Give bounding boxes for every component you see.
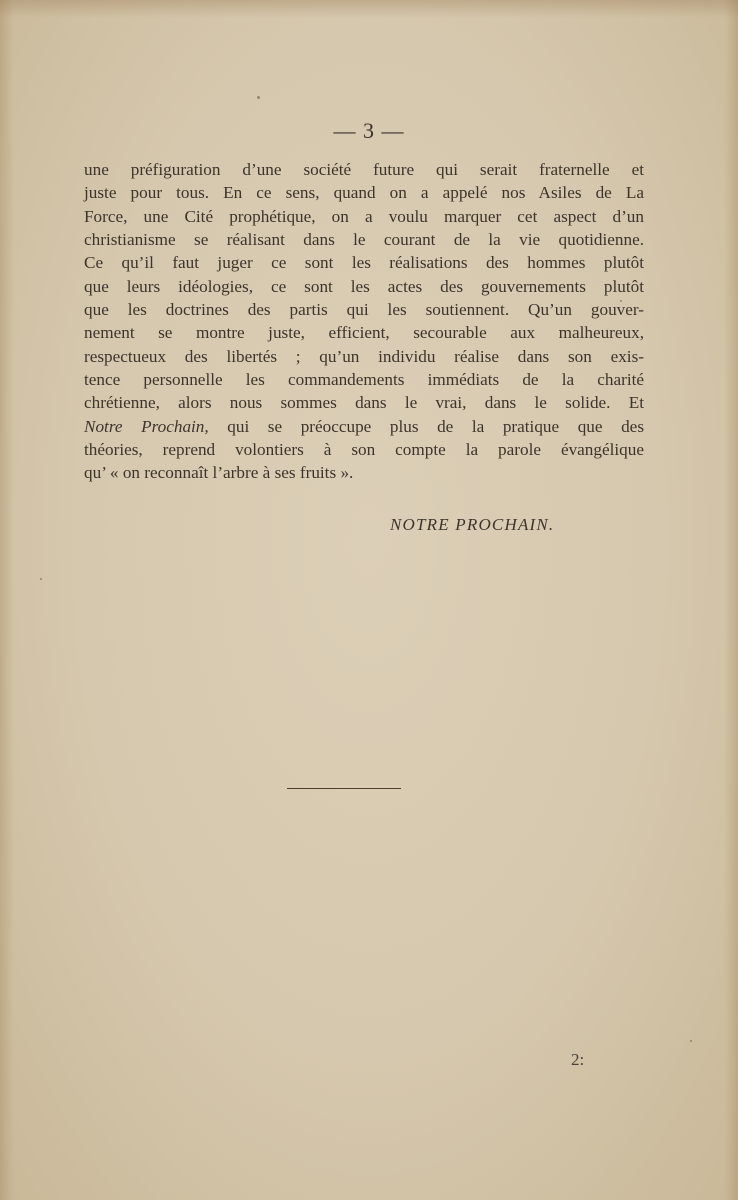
- body-line-rest: qui se préoccupe plus de la pratique que des: [227, 416, 645, 436]
- body-line: Ce qu’il faut juger ce sont les réalisations des hommes plutôt: [84, 253, 644, 273]
- page-edge-right: [724, 0, 738, 1200]
- section-divider: [287, 788, 401, 789]
- body-line: christianisme se réalisant dans le courant de la vie quotidienne.: [84, 230, 644, 250]
- body-line: théories, reprend volontiers à son compte la parole évangélique: [84, 440, 644, 460]
- body-line-with-italic: [84, 415, 644, 438]
- body-line: chrétienne, alors nous sommes dans le vrai, dans le solide. Et: [84, 393, 644, 413]
- body-line: que les doctrines des partis qui les soutiennent. Qu’un gouver-: [84, 300, 644, 320]
- body-line: nement se montre juste, efficient, secourable aux malheureux,: [84, 323, 644, 343]
- italic-journal-title: Notre Prochain,: [84, 416, 209, 436]
- body-line: respectueux des libertés ; qu’un individu réalise dans son exis-: [84, 346, 644, 366]
- body-paragraph: [84, 158, 644, 485]
- page-edge-top: [0, 0, 738, 18]
- body-line: que leurs idéologies, ce sont les actes des gouvernements plutôt: [84, 276, 644, 296]
- body-line: juste pour tous. En ce sens, quand on a appelé nos Asiles de La: [84, 183, 644, 203]
- body-line: tence personnelle les commandements immédiats de la charité: [84, 370, 644, 390]
- paper-speck: [40, 578, 42, 580]
- body-line-last: qu’ « on reconnaît l’arbre à ses fruits ».: [84, 463, 354, 483]
- page-number: — 3 —: [333, 118, 405, 143]
- body-line: une préfiguration d’une société future qui serait fraternelle et: [84, 160, 644, 179]
- body-line: Force, une Cité prophétique, on a voulu marquer cet aspect d’un: [84, 206, 644, 226]
- signature: NOTRE PROCHAIN.: [390, 515, 555, 534]
- printer-signature-mark: 2:: [571, 1050, 585, 1069]
- paper-speck: [690, 1040, 692, 1042]
- paper-speck: [257, 96, 260, 99]
- page-edge-left: [0, 0, 14, 1200]
